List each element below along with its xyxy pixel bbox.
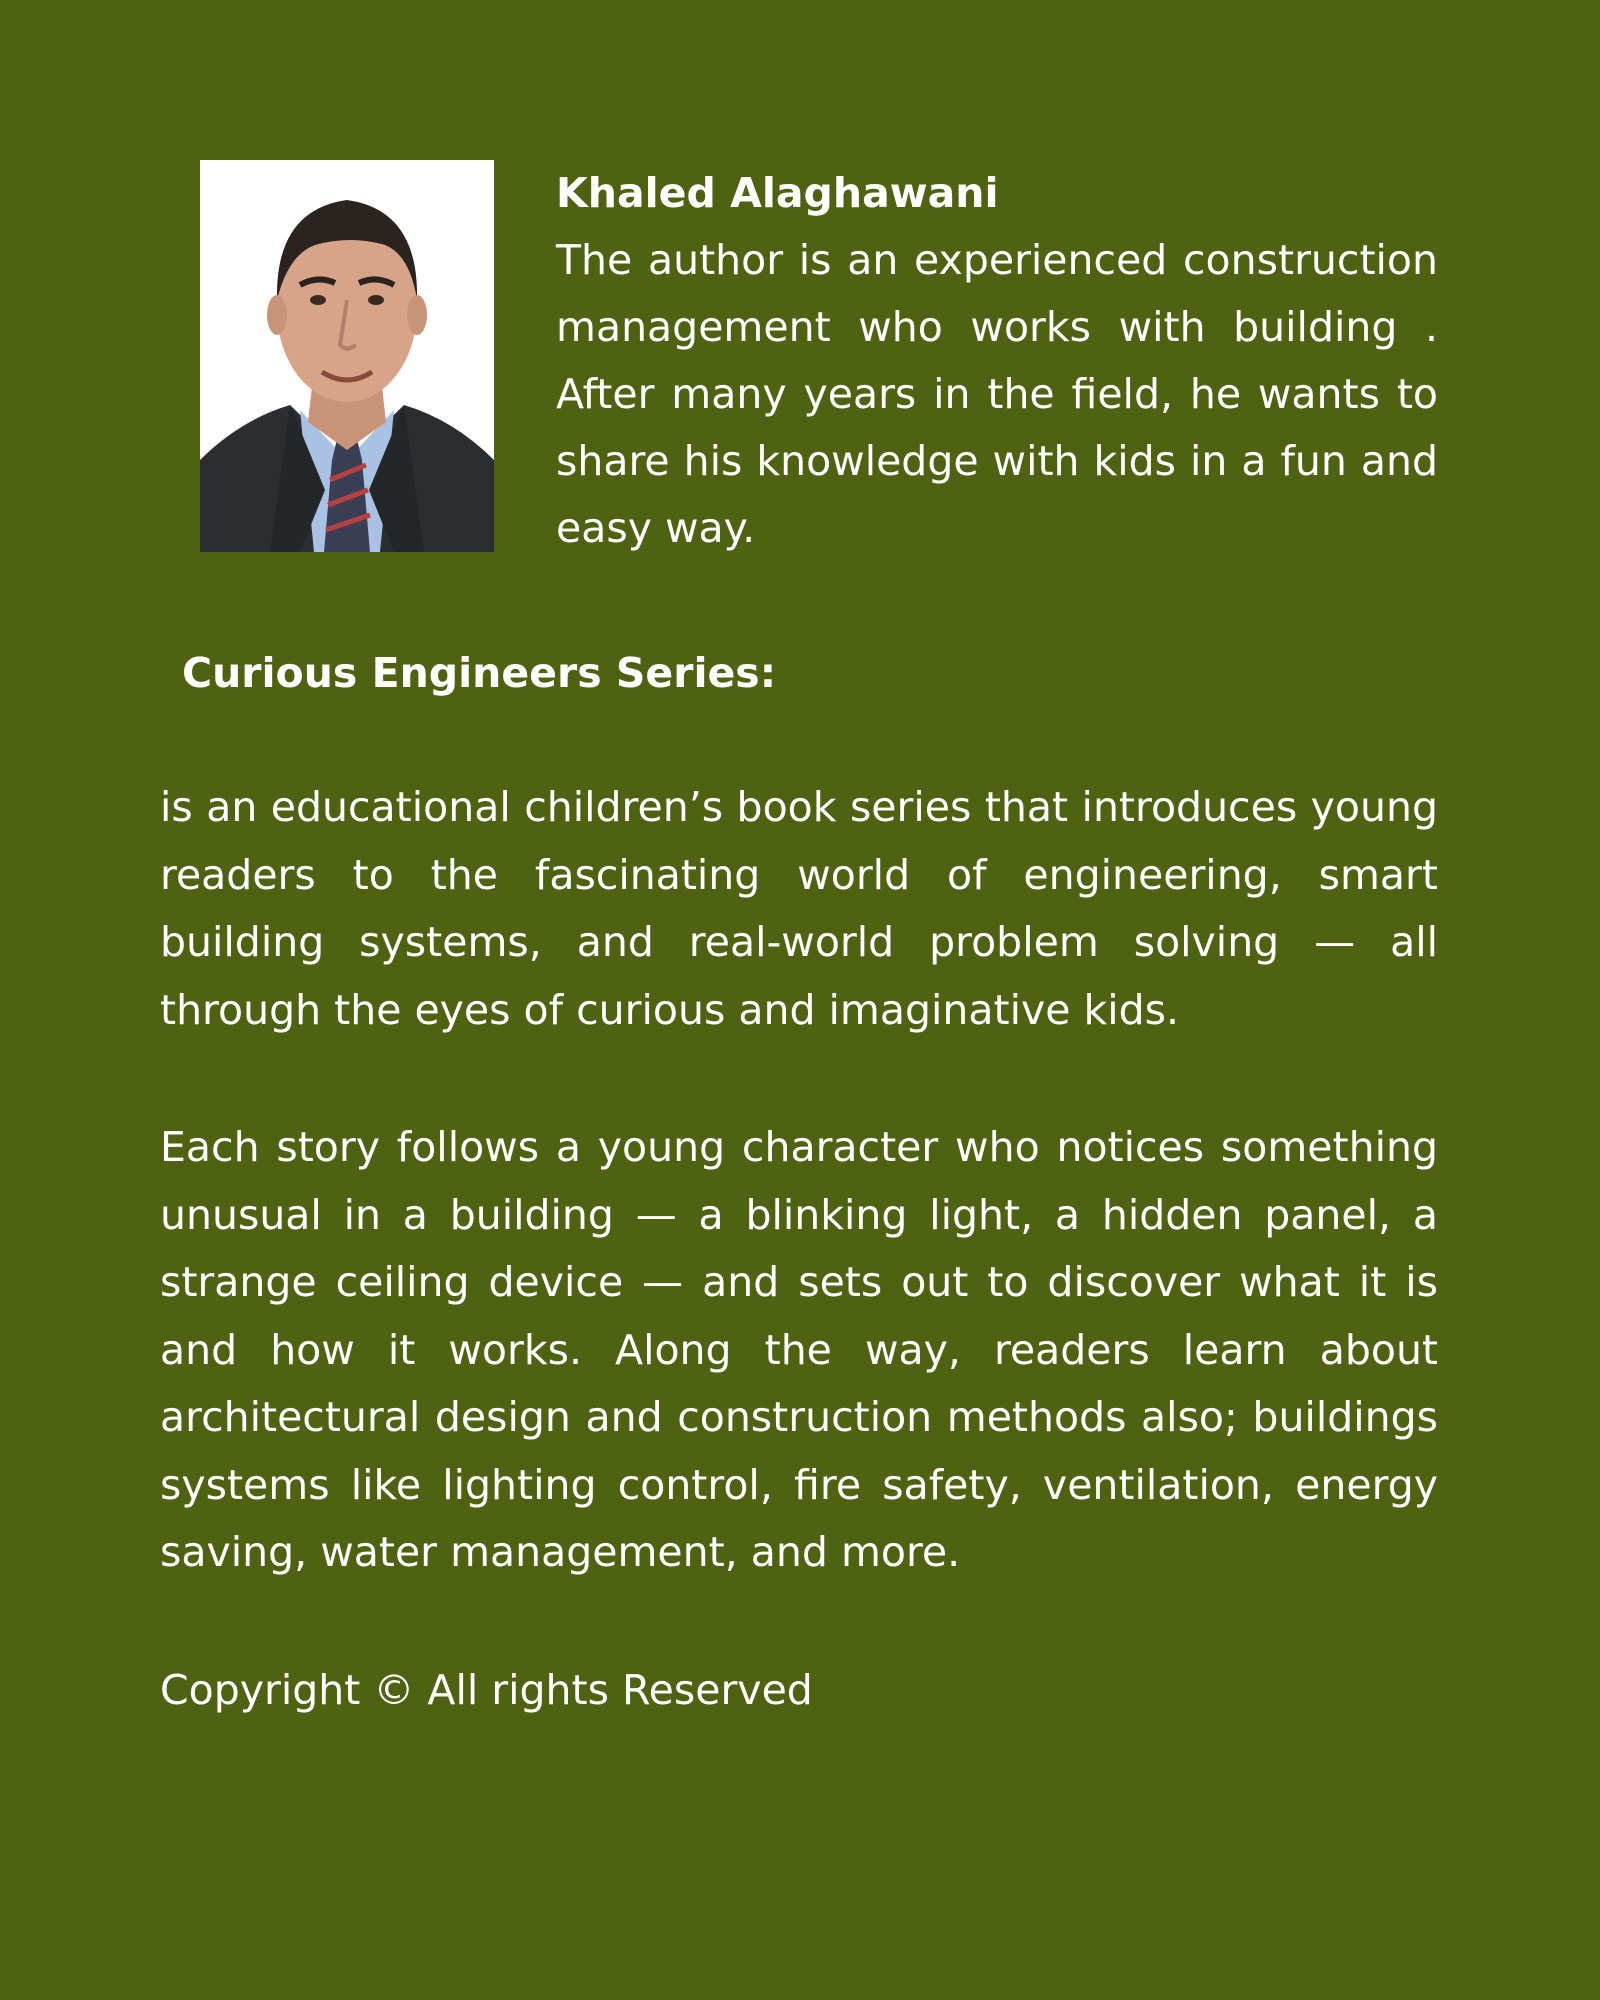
author-name: Khaled Alaghawani: [556, 169, 999, 217]
series-description-paragraph: is an educational children’s book series that introduces young readers to the fascinating world of engineering, smart building systems, and real-world problem solving — all through the eyes of curious and imaginative kids.: [160, 783, 1438, 1034]
author-bio: The author is an experienced construction management who works with building . After many years in the field, he wants to share his knowledge with kids in a fun and easy way.: [556, 236, 1438, 552]
series-heading: Curious Engineers Series:: [182, 649, 777, 697]
author-photo: [200, 160, 494, 552]
author-portrait-icon: [200, 160, 494, 552]
copyright-notice: Copyright © All rights Reserved: [160, 1666, 813, 1714]
series-story-paragraph: Each story follows a young character who notices something unusual in a building — a blinking light, a hidden panel, a strange ceiling device — and sets out to discover what it is and how it works. Along the way, readers learn about architectural design and construction methods also; buildings systems like lighting control, fire safety, ventilation, energy saving, water management, and more.: [160, 1123, 1438, 1576]
author-section: [556, 160, 1438, 562]
